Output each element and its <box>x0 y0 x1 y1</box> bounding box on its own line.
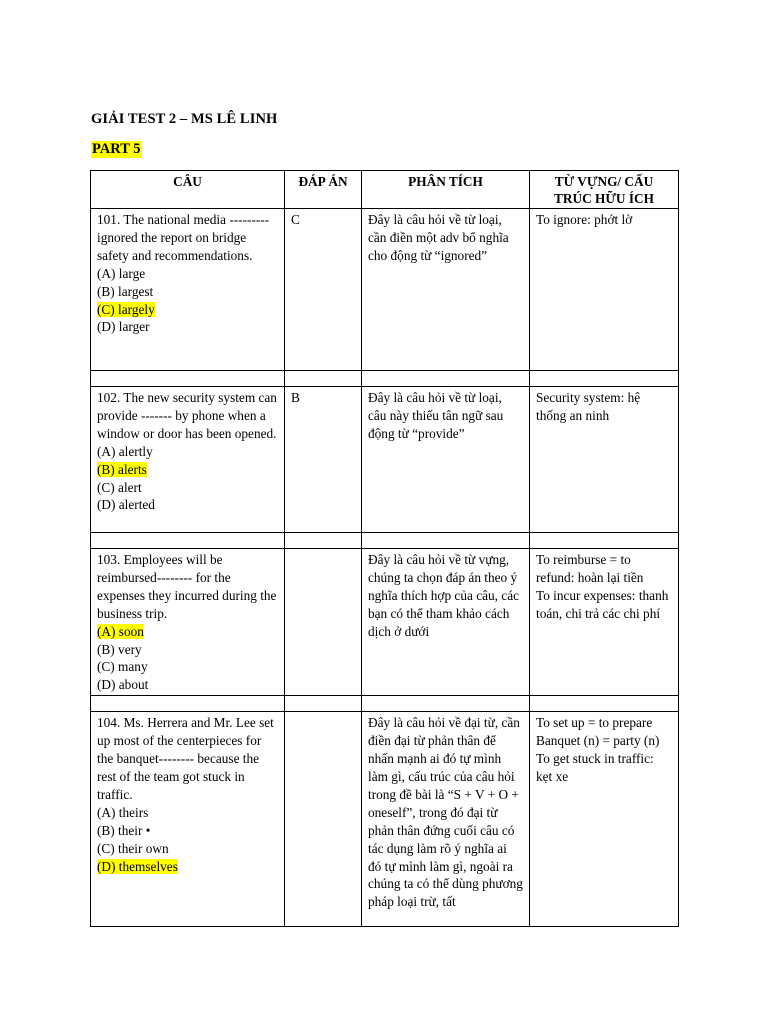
correct-option: (C) largely <box>97 301 155 317</box>
vocab-item: To ignore: phớt lờ <box>536 212 633 227</box>
analysis-cell: Đây là câu hỏi về từ loại, câu này thiếu tân ngữ sau động từ “provide” <box>362 387 530 533</box>
table-header-row <box>91 171 679 209</box>
vocab-item: To set up = to prepare <box>536 715 653 731</box>
table-row <box>91 209 679 371</box>
option: (B) very <box>97 641 142 657</box>
question-cell <box>91 549 285 696</box>
question-text: 102. The new security system can provide ------- by phone when a window or door has been opened. <box>97 390 277 441</box>
question-text: 101. The national media --------- ignored the report on bridge safety and recommendations. <box>97 212 270 263</box>
correct-option: (D) themselves <box>97 858 178 874</box>
header-answer: ĐÁP ÁN <box>285 171 362 209</box>
correct-option: (B) alerts <box>97 461 147 477</box>
answer-cell: C <box>285 209 362 371</box>
header-analysis: PHÂN TÍCH <box>362 171 530 209</box>
question-cell <box>91 209 285 371</box>
option: (A) alertly <box>97 443 153 459</box>
vocab-cell <box>530 387 679 533</box>
analysis-cell: Đây là câu hỏi về đại từ, cần điền đại từ phản thân để nhấn mạnh ai đó tự mình làm gì, cấu trúc của câu hỏi trong đề bài là “S + V + O + oneself”, trong đó đại từ phản thân đứng cuối câu có tác dụng làm rõ ý nghĩa ai đó tự mình làm gì, ngoài ra chúng ta có thể dùng phương pháp loại trừ, tất <box>362 712 530 927</box>
vocab-item: To incur expenses: thanh toán, chi trả các chi phí <box>536 587 669 621</box>
option: (D) larger <box>97 319 150 335</box>
answer-cell <box>285 712 362 927</box>
option: (B) their • <box>97 822 151 838</box>
vocab-cell <box>530 712 679 927</box>
option: (A) theirs <box>97 804 149 820</box>
answer-table <box>90 170 679 927</box>
answer-cell <box>285 549 362 696</box>
vocab-cell <box>530 549 679 696</box>
table-row <box>91 712 679 927</box>
option: (D) alerted <box>97 497 155 513</box>
vocab-cell <box>530 209 679 371</box>
vocab-item: To reimburse = to refund: hoàn lại tiền <box>536 552 644 585</box>
option: (B) largest <box>97 283 154 299</box>
vocab-item: Banquet (n) = party (n) <box>536 733 660 749</box>
analysis-cell: Đây là câu hỏi về từ loại, cần điền một adv bổ nghĩa cho động từ “ignored” <box>362 209 530 371</box>
spacer-row <box>91 533 679 549</box>
header-vocabulary: TỪ VỰNG/ CẤU TRÚC HỮU ÍCH <box>530 171 679 209</box>
option: (C) their own <box>97 840 169 856</box>
option: (D) about <box>97 677 149 693</box>
table-row <box>91 549 679 696</box>
spacer-row <box>91 696 679 712</box>
question-cell <box>91 387 285 533</box>
table-row <box>91 387 679 533</box>
document-title: GIẢI TEST 2 – MS LÊ LINH <box>91 111 278 127</box>
spacer-row <box>91 371 679 387</box>
option: (C) many <box>97 659 148 675</box>
vocab-item: Security system: hệ thống an ninh <box>536 390 641 423</box>
correct-option: (A) soon <box>97 623 144 639</box>
answer-cell: B <box>285 387 362 533</box>
option: (C) alert <box>97 479 142 495</box>
part-heading: PART 5 <box>92 141 141 157</box>
question-text: 104. Ms. Herrera and Mr. Lee set up most of the centerpieces for the banquet-------- because the rest of the team got stuck in traffic. <box>97 715 274 802</box>
question-text: 103. Employees will be reimbursed-------- for the expenses they incurred during the business trip. <box>97 552 277 621</box>
analysis-cell: Đây là câu hỏi về từ vựng, chúng ta chọn đáp án theo ý nghĩa thích hợp của câu, các bạn có thể tham khảo cách dịch ở dưới <box>362 549 530 696</box>
vocab-item: To get stuck in traffic: kẹt xe <box>536 751 654 784</box>
header-question: CÂU <box>91 171 285 209</box>
question-cell <box>91 712 285 927</box>
option: (A) large <box>97 265 146 281</box>
